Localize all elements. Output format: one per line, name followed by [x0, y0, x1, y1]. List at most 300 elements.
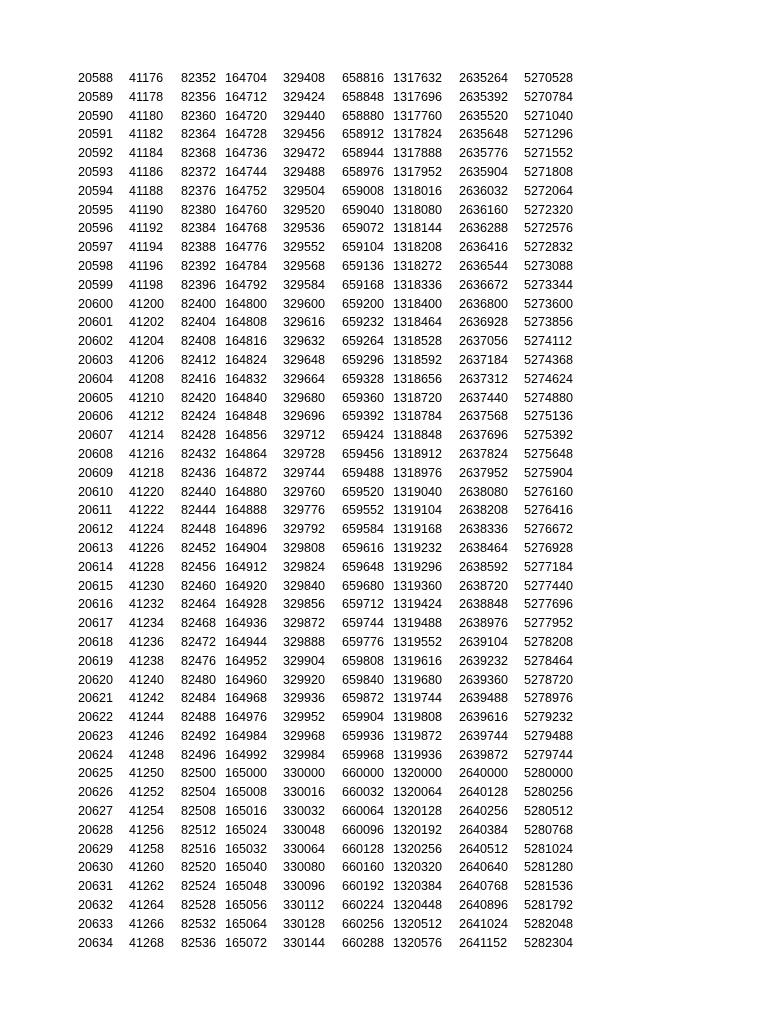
table-cell[interactable]: 5277696	[524, 597, 574, 612]
table-cell[interactable]: 41252	[129, 785, 165, 800]
table-cell[interactable]: 82524	[181, 879, 217, 894]
table-cell[interactable]: 41216	[129, 446, 165, 461]
table-cell[interactable]: 5281024	[524, 841, 574, 856]
table-cell[interactable]: 5271040	[524, 108, 574, 123]
table-cell[interactable]: 1319744	[393, 691, 443, 706]
table-cell[interactable]: 329904	[283, 653, 326, 668]
table-cell[interactable]: 659200	[342, 296, 385, 311]
table-cell[interactable]: 20589	[78, 89, 114, 104]
table-cell[interactable]: 659488	[342, 465, 385, 480]
table-cell[interactable]: 41184	[129, 146, 164, 161]
table-cell[interactable]: 660192	[342, 879, 385, 894]
table-cell[interactable]: 164816	[225, 334, 268, 349]
table-cell[interactable]: 164904	[225, 540, 268, 555]
table-cell[interactable]: 82448	[181, 522, 217, 537]
table-cell[interactable]: 5272576	[524, 221, 574, 236]
table-cell[interactable]: 2637184	[459, 352, 509, 367]
table-cell[interactable]: 41256	[129, 822, 165, 837]
table-cell[interactable]: 164928	[225, 597, 268, 612]
table-cell[interactable]: 82412	[181, 352, 217, 367]
table-cell[interactable]: 1319424	[393, 597, 443, 612]
table-cell[interactable]: 164848	[225, 409, 268, 424]
table-cell[interactable]: 329984	[283, 747, 326, 762]
table-cell[interactable]: 329936	[283, 691, 326, 706]
table-cell[interactable]: 330080	[283, 860, 326, 875]
table-cell[interactable]: 5270784	[524, 89, 574, 104]
table-cell[interactable]: 1319936	[393, 747, 443, 762]
table-cell[interactable]: 164864	[225, 446, 268, 461]
table-cell[interactable]: 20615	[78, 578, 114, 593]
table-cell[interactable]: 2637312	[459, 371, 509, 386]
table-cell[interactable]: 2635264	[459, 71, 509, 85]
table-cell[interactable]: 2638976	[459, 616, 509, 631]
table-cell[interactable]: 5280000	[524, 766, 574, 781]
table-cell[interactable]: 1319872	[393, 728, 443, 743]
table-cell[interactable]: 5277440	[524, 578, 574, 593]
table-cell[interactable]: 82512	[181, 822, 217, 837]
table-cell[interactable]: 41202	[129, 315, 165, 330]
table-cell[interactable]: 41254	[129, 804, 165, 819]
table-cell[interactable]: 20597	[78, 240, 114, 255]
table-cell[interactable]: 329856	[283, 597, 326, 612]
table-cell[interactable]: 41200	[129, 296, 165, 311]
table-cell[interactable]: 41196	[129, 258, 164, 273]
table-cell[interactable]: 1318272	[393, 258, 443, 273]
table-cell[interactable]: 165064	[225, 916, 268, 931]
table-cell[interactable]: 2636928	[459, 315, 509, 330]
table-cell[interactable]: 20609	[78, 465, 114, 480]
table-cell[interactable]: 82360	[181, 108, 217, 123]
table-cell[interactable]: 659328	[342, 371, 385, 386]
table-cell[interactable]: 41228	[129, 559, 165, 574]
table-cell[interactable]: 329920	[283, 672, 326, 687]
table-cell[interactable]: 20591	[78, 127, 114, 142]
table-cell[interactable]: 5275136	[524, 409, 574, 424]
table-cell[interactable]: 20625	[78, 766, 114, 781]
table-cell[interactable]: 82472	[181, 634, 217, 649]
table-cell[interactable]: 164752	[225, 183, 268, 198]
table-cell[interactable]: 1318912	[393, 446, 443, 461]
table-cell[interactable]: 329792	[283, 522, 326, 537]
table-cell[interactable]: 41188	[129, 183, 164, 198]
table-cell[interactable]: 82496	[181, 747, 217, 762]
table-cell[interactable]: 164856	[225, 428, 268, 443]
table-cell[interactable]: 2640128	[459, 785, 509, 800]
table-cell[interactable]: 82436	[181, 465, 217, 480]
table-cell[interactable]: 20632	[78, 898, 114, 913]
table-cell[interactable]: 329552	[283, 240, 326, 255]
table-cell[interactable]: 1320384	[393, 879, 443, 894]
table-cell[interactable]: 660000	[342, 766, 385, 781]
table-cell[interactable]: 164896	[225, 522, 268, 537]
table-cell[interactable]: 1319680	[393, 672, 443, 687]
table-cell[interactable]: 1317952	[393, 164, 443, 179]
table-cell[interactable]: 20623	[78, 728, 114, 743]
table-cell[interactable]: 20613	[78, 540, 114, 555]
table-cell[interactable]: 2641152	[459, 935, 508, 950]
table-cell[interactable]: 1320512	[393, 916, 443, 931]
table-cell[interactable]: 2638208	[459, 503, 509, 518]
table-cell[interactable]: 165024	[225, 822, 268, 837]
table-cell[interactable]: 5275392	[524, 428, 574, 443]
table-cell[interactable]: 164784	[225, 258, 268, 273]
table-cell[interactable]: 20588	[78, 71, 114, 85]
table-cell[interactable]: 20602	[78, 334, 114, 349]
table-cell[interactable]: 20594	[78, 183, 114, 198]
table-cell[interactable]: 659712	[342, 597, 385, 612]
table-cell[interactable]: 658816	[342, 71, 385, 85]
table-cell[interactable]: 2640384	[459, 822, 509, 837]
table-cell[interactable]: 329776	[283, 503, 326, 518]
table-cell[interactable]: 1317696	[393, 89, 443, 104]
table-cell[interactable]: 329808	[283, 540, 326, 555]
table-cell[interactable]: 165016	[225, 804, 268, 819]
table-cell[interactable]: 660224	[342, 898, 385, 913]
table-cell[interactable]: 5274624	[524, 371, 574, 386]
table-cell[interactable]: 659744	[342, 616, 385, 631]
table-cell[interactable]: 41212	[129, 409, 165, 424]
table-cell[interactable]: 659936	[342, 728, 385, 743]
table-cell[interactable]: 659104	[342, 240, 385, 255]
table-cell[interactable]: 82460	[181, 578, 217, 593]
table-cell[interactable]: 82488	[181, 710, 217, 725]
table-cell[interactable]: 1319616	[393, 653, 443, 668]
table-cell[interactable]: 2635648	[459, 127, 509, 142]
table-cell[interactable]: 1320256	[393, 841, 443, 856]
table-cell[interactable]: 41240	[129, 672, 165, 687]
table-cell[interactable]: 20603	[78, 352, 114, 367]
table-cell[interactable]: 5279232	[524, 710, 574, 725]
table-cell[interactable]: 329536	[283, 221, 326, 236]
table-cell[interactable]: 20633	[78, 916, 114, 931]
table-cell[interactable]: 2638592	[459, 559, 509, 574]
table-cell[interactable]: 82508	[181, 804, 217, 819]
table-cell[interactable]: 1317888	[393, 146, 443, 161]
table-cell[interactable]: 1317760	[393, 108, 443, 123]
table-cell[interactable]: 658880	[342, 108, 385, 123]
table-cell[interactable]: 165008	[225, 785, 268, 800]
table-cell[interactable]: 329408	[283, 71, 326, 85]
table-cell[interactable]: 41192	[129, 221, 164, 236]
table-cell[interactable]: 20605	[78, 390, 114, 405]
table-cell[interactable]: 20629	[78, 841, 114, 856]
table-cell[interactable]: 164912	[225, 559, 268, 574]
table-cell[interactable]: 1318656	[393, 371, 443, 386]
table-cell[interactable]: 329744	[283, 465, 326, 480]
table-cell[interactable]: 5274880	[524, 390, 574, 405]
table-cell[interactable]: 659456	[342, 446, 385, 461]
table-cell[interactable]: 2635776	[459, 146, 509, 161]
table-cell[interactable]: 2636160	[459, 202, 509, 217]
table-cell[interactable]: 659168	[342, 277, 385, 292]
table-cell[interactable]: 41234	[129, 616, 165, 631]
table-cell[interactable]: 2637824	[459, 446, 509, 461]
table-cell[interactable]: 41210	[129, 390, 165, 405]
table-cell[interactable]: 164720	[225, 108, 268, 123]
table-cell[interactable]: 329648	[283, 352, 326, 367]
table-cell[interactable]: 5270528	[524, 71, 574, 85]
table-cell[interactable]: 41186	[129, 164, 164, 179]
table-cell[interactable]: 1318336	[393, 277, 443, 292]
table-cell[interactable]: 20627	[78, 804, 114, 819]
table-cell[interactable]: 41226	[129, 540, 165, 555]
table-cell[interactable]: 330064	[283, 841, 326, 856]
table-cell[interactable]: 1320192	[393, 822, 443, 837]
table-cell[interactable]: 659616	[342, 540, 385, 555]
table-cell[interactable]: 329424	[283, 89, 326, 104]
table-cell[interactable]: 1319232	[393, 540, 443, 555]
table-cell[interactable]: 2638720	[459, 578, 509, 593]
table-cell[interactable]: 2636416	[459, 240, 509, 255]
table-cell[interactable]: 5278464	[524, 653, 574, 668]
table-cell[interactable]: 20598	[78, 258, 114, 273]
table-cell[interactable]: 20620	[78, 672, 114, 687]
table-cell[interactable]: 82368	[181, 146, 217, 161]
table-cell[interactable]: 1320064	[393, 785, 443, 800]
table-cell[interactable]: 659424	[342, 428, 385, 443]
table-cell[interactable]: 20634	[78, 935, 114, 950]
table-cell[interactable]: 1318592	[393, 352, 443, 367]
table-cell[interactable]: 164832	[225, 371, 268, 386]
table-cell[interactable]: 329664	[283, 371, 326, 386]
table-cell[interactable]: 41218	[129, 465, 165, 480]
table-cell[interactable]: 164952	[225, 653, 268, 668]
table-cell[interactable]: 41176	[129, 71, 164, 85]
table-cell[interactable]: 2640256	[459, 804, 509, 819]
table-cell[interactable]: 329456	[283, 127, 326, 142]
table-cell[interactable]: 82504	[181, 785, 217, 800]
table-cell[interactable]: 164792	[225, 277, 268, 292]
table-cell[interactable]: 41204	[129, 334, 165, 349]
table-cell[interactable]: 5271296	[524, 127, 574, 142]
table-cell[interactable]: 82456	[181, 559, 217, 574]
table-cell[interactable]: 1320128	[393, 804, 443, 819]
table-cell[interactable]: 1318784	[393, 409, 443, 424]
table-cell[interactable]: 82356	[181, 89, 217, 104]
table-cell[interactable]: 41242	[129, 691, 165, 706]
table-cell[interactable]: 2637696	[459, 428, 509, 443]
table-cell[interactable]: 41266	[129, 916, 165, 931]
table-cell[interactable]: 20630	[78, 860, 114, 875]
table-cell[interactable]: 1319296	[393, 559, 443, 574]
table-cell[interactable]: 82404	[181, 315, 217, 330]
table-cell[interactable]: 329872	[283, 616, 326, 631]
table-cell[interactable]: 41230	[129, 578, 165, 593]
table-cell[interactable]: 20626	[78, 785, 114, 800]
table-cell[interactable]: 1320000	[393, 766, 443, 781]
table-cell[interactable]: 329952	[283, 710, 326, 725]
table-cell[interactable]: 20593	[78, 164, 114, 179]
table-cell[interactable]: 41198	[129, 277, 164, 292]
table-cell[interactable]: 2636544	[459, 258, 509, 273]
table-cell[interactable]: 20618	[78, 634, 114, 649]
table-cell[interactable]: 2635904	[459, 164, 509, 179]
table-cell[interactable]: 82480	[181, 672, 217, 687]
table-cell[interactable]: 330048	[283, 822, 326, 837]
table-cell[interactable]: 41180	[129, 108, 164, 123]
table-cell[interactable]: 164960	[225, 672, 268, 687]
table-cell[interactable]: 5281280	[524, 860, 574, 875]
table-cell[interactable]: 20628	[78, 822, 114, 837]
table-cell[interactable]: 5273344	[524, 277, 574, 292]
table-cell[interactable]: 82452	[181, 540, 217, 555]
table-cell[interactable]: 41250	[129, 766, 165, 781]
table-cell[interactable]: 164944	[225, 634, 268, 649]
table-cell[interactable]: 5273600	[524, 296, 574, 311]
table-cell[interactable]: 1317632	[393, 71, 443, 85]
table-cell[interactable]: 20614	[78, 559, 114, 574]
table-cell[interactable]: 82520	[181, 860, 217, 875]
table-cell[interactable]: 5282048	[524, 916, 574, 931]
table-cell[interactable]: 5277184	[524, 559, 574, 574]
table-cell[interactable]: 82428	[181, 428, 217, 443]
table-cell[interactable]: 660256	[342, 916, 385, 931]
table-cell[interactable]: 659680	[342, 578, 385, 593]
table-cell[interactable]: 41220	[129, 484, 165, 499]
table-cell[interactable]: 659360	[342, 390, 385, 405]
table-cell[interactable]: 20608	[78, 446, 114, 461]
table-cell[interactable]: 659968	[342, 747, 385, 762]
table-cell[interactable]: 2640896	[459, 898, 509, 913]
table-cell[interactable]: 329600	[283, 296, 326, 311]
table-cell[interactable]: 5280512	[524, 804, 574, 819]
table-cell[interactable]: 660032	[342, 785, 385, 800]
table-cell[interactable]: 2639488	[459, 691, 509, 706]
table-cell[interactable]: 329840	[283, 578, 326, 593]
table-cell[interactable]: 5281536	[524, 879, 574, 894]
table-cell[interactable]: 659040	[342, 202, 385, 217]
table-cell[interactable]: 82420	[181, 390, 217, 405]
table-cell[interactable]: 20590	[78, 108, 114, 123]
table-cell[interactable]: 5276416	[524, 503, 574, 518]
table-cell[interactable]: 164760	[225, 202, 268, 217]
table-cell[interactable]: 164880	[225, 484, 268, 499]
table-cell[interactable]: 20631	[78, 879, 114, 894]
table-cell[interactable]: 165040	[225, 860, 268, 875]
table-cell[interactable]: 2639616	[459, 710, 509, 725]
table-cell[interactable]: 2640768	[459, 879, 509, 894]
table-cell[interactable]: 20604	[78, 371, 114, 386]
table-cell[interactable]: 1318400	[393, 296, 443, 311]
table-cell[interactable]: 5276928	[524, 540, 574, 555]
table-cell[interactable]: 41264	[129, 898, 165, 913]
table-cell[interactable]: 82396	[181, 277, 217, 292]
table-cell[interactable]: 329584	[283, 277, 326, 292]
table-cell[interactable]: 5271552	[524, 146, 574, 161]
table-cell[interactable]: 41262	[129, 879, 165, 894]
table-cell[interactable]: 82468	[181, 616, 217, 631]
table-cell[interactable]: 1319808	[393, 710, 443, 725]
table-cell[interactable]: 82380	[181, 202, 217, 217]
table-cell[interactable]: 330032	[283, 804, 326, 819]
table-cell[interactable]: 5274112	[524, 334, 573, 349]
table-cell[interactable]: 329712	[283, 428, 326, 443]
table-cell[interactable]: 660160	[342, 860, 385, 875]
table-cell[interactable]: 5272832	[524, 240, 574, 255]
table-cell[interactable]: 329696	[283, 409, 326, 424]
table-cell[interactable]: 82392	[181, 258, 217, 273]
table-cell[interactable]: 165072	[225, 935, 268, 950]
table-cell[interactable]: 1319552	[393, 634, 443, 649]
table-cell[interactable]: 2636672	[459, 277, 509, 292]
table-cell[interactable]: 658944	[342, 146, 385, 161]
table-cell[interactable]: 2636800	[459, 296, 509, 311]
table-cell[interactable]: 330128	[283, 916, 326, 931]
table-cell[interactable]: 329520	[283, 202, 326, 217]
table-cell[interactable]: 330112	[283, 898, 325, 913]
table-cell[interactable]: 659296	[342, 352, 385, 367]
table-cell[interactable]: 5273856	[524, 315, 574, 330]
table-cell[interactable]: 5278976	[524, 691, 574, 706]
table-cell[interactable]: 329616	[283, 315, 326, 330]
table-cell[interactable]: 82464	[181, 597, 217, 612]
table-cell[interactable]: 82372	[181, 164, 217, 179]
table-cell[interactable]: 82424	[181, 409, 217, 424]
table-cell[interactable]: 329568	[283, 258, 326, 273]
table-cell[interactable]: 82416	[181, 371, 217, 386]
table-cell[interactable]: 41244	[129, 710, 165, 725]
table-cell[interactable]: 329968	[283, 728, 326, 743]
table-cell[interactable]: 2637440	[459, 390, 509, 405]
table-cell[interactable]: 82492	[181, 728, 217, 743]
table-cell[interactable]: 164872	[225, 465, 268, 480]
table-cell[interactable]: 5277952	[524, 616, 574, 631]
table-cell[interactable]: 659232	[342, 315, 385, 330]
table-cell[interactable]: 659584	[342, 522, 385, 537]
table-cell[interactable]: 164824	[225, 352, 268, 367]
table-cell[interactable]: 1319168	[393, 522, 443, 537]
table-cell[interactable]: 82532	[181, 916, 217, 931]
table-cell[interactable]: 82400	[181, 296, 217, 311]
table-cell[interactable]: 20621	[78, 691, 114, 706]
table-cell[interactable]: 82528	[181, 898, 217, 913]
table-cell[interactable]: 20596	[78, 221, 114, 236]
table-cell[interactable]: 329680	[283, 390, 326, 405]
table-cell[interactable]: 2640000	[459, 766, 509, 781]
table-cell[interactable]: 1318016	[393, 183, 443, 198]
table-cell[interactable]: 164888	[225, 503, 268, 518]
table-cell[interactable]: 82536	[181, 935, 217, 950]
table-cell[interactable]: 82440	[181, 484, 217, 499]
table-cell[interactable]: 1320448	[393, 898, 443, 913]
table-cell[interactable]: 659136	[342, 258, 385, 273]
table-cell[interactable]: 659072	[342, 221, 385, 236]
table-cell[interactable]: 5276160	[524, 484, 574, 499]
table-cell[interactable]: 2639232	[459, 653, 509, 668]
table-cell[interactable]: 1318464	[393, 315, 443, 330]
table-cell[interactable]: 659008	[342, 183, 385, 198]
table-cell[interactable]: 330096	[283, 879, 326, 894]
table-cell[interactable]: 2639104	[459, 634, 509, 649]
table-cell[interactable]: 2639360	[459, 672, 509, 687]
table-cell[interactable]: 164920	[225, 578, 268, 593]
table-cell[interactable]: 41190	[129, 202, 164, 217]
table-cell[interactable]: 5278208	[524, 634, 574, 649]
table-cell[interactable]: 1320320	[393, 860, 443, 875]
table-cell[interactable]: 2638848	[459, 597, 509, 612]
table-cell[interactable]: 1319040	[393, 484, 443, 499]
table-cell[interactable]: 164712	[225, 89, 268, 104]
table-cell[interactable]: 1318080	[393, 202, 443, 217]
table-cell[interactable]: 329632	[283, 334, 326, 349]
table-cell[interactable]: 165048	[225, 879, 268, 894]
table-cell[interactable]: 2639744	[459, 728, 509, 743]
table-cell[interactable]: 82432	[181, 446, 217, 461]
table-cell[interactable]: 659552	[342, 503, 385, 518]
table-cell[interactable]: 41182	[129, 127, 164, 142]
table-cell[interactable]: 41224	[129, 522, 165, 537]
table-cell[interactable]: 659648	[342, 559, 385, 574]
